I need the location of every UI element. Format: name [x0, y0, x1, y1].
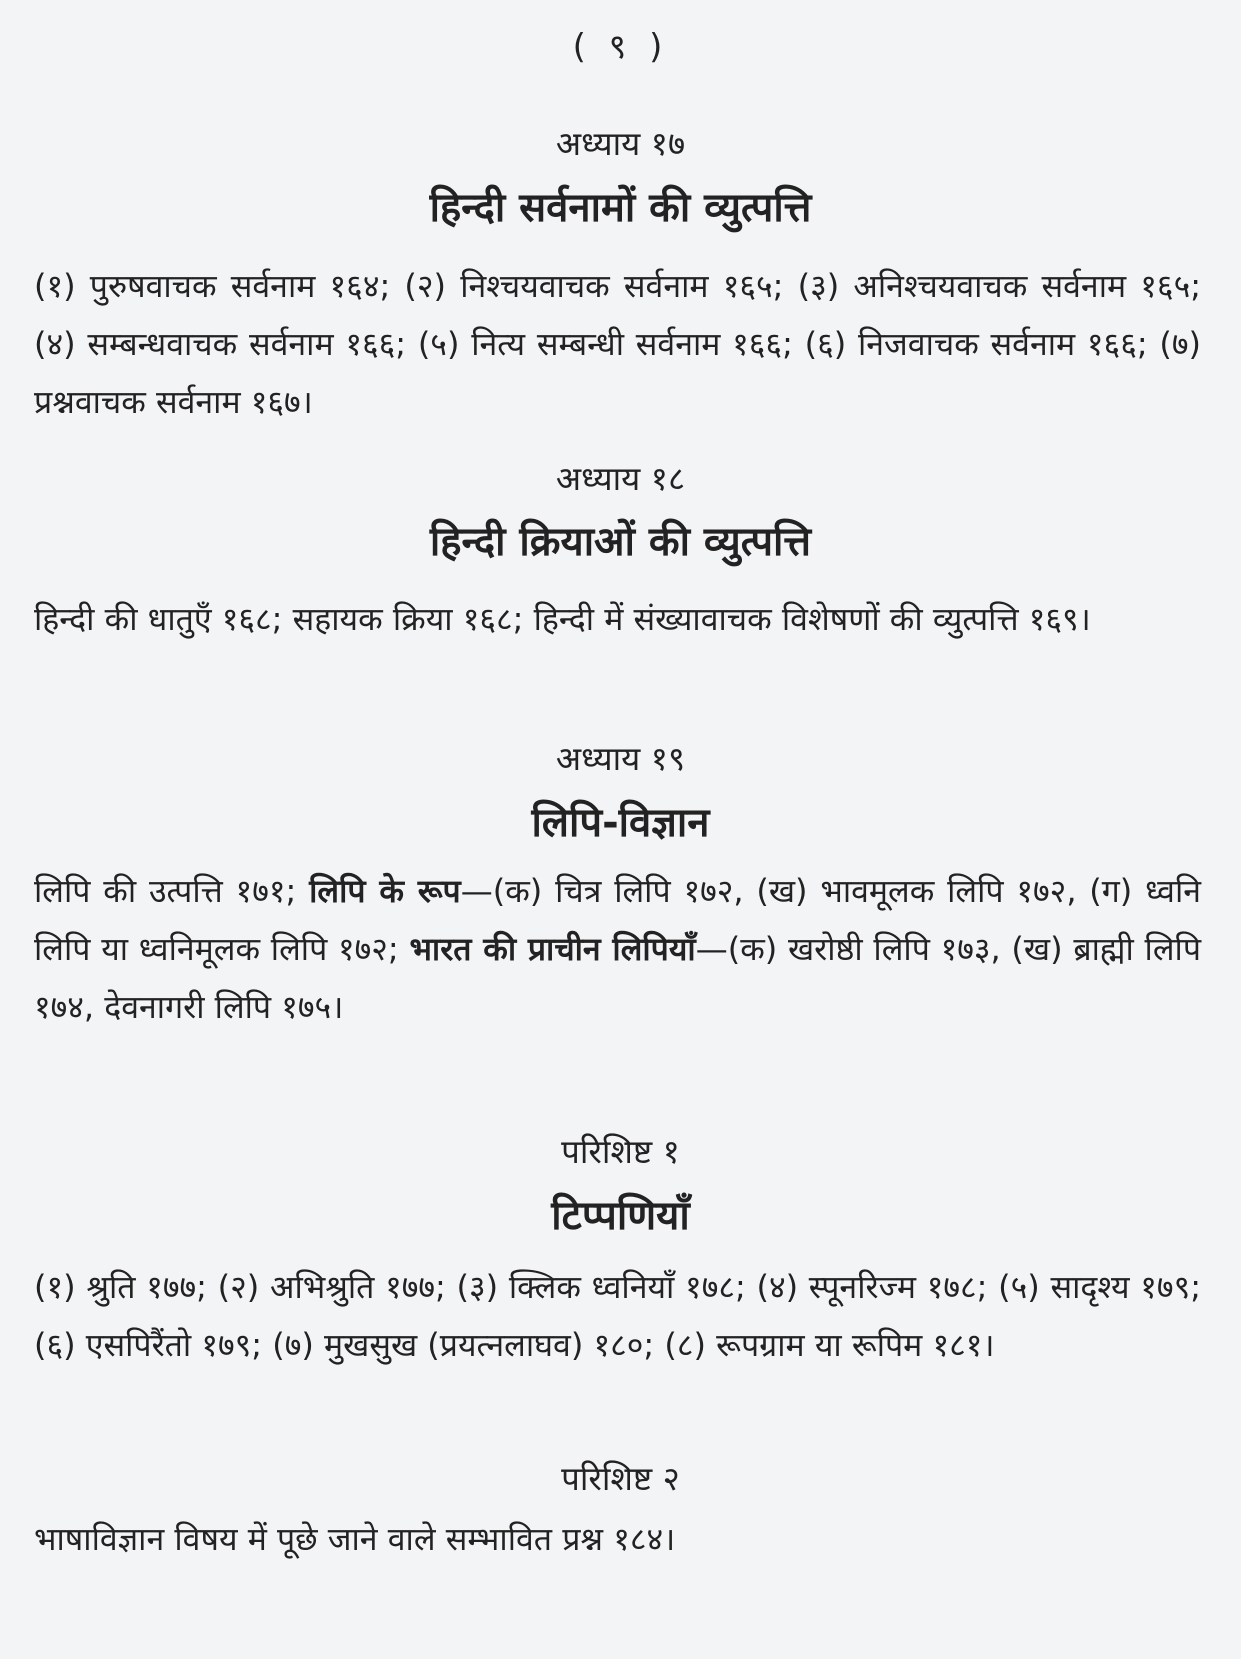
- appendix-2-contents: भाषाविज्ञान विषय में पूछे जाने वाले सम्भावित प्रश्न १८४।: [34, 1520, 676, 1558]
- chapter-18-title: हिन्दी क्रियाओं की व्युत्पत्ति: [429, 519, 812, 565]
- chapter-19-label: अध्याय १९: [555, 739, 686, 778]
- chapter-19-text-2: —(क) चित्र लिपि १७२, (ख) भावमूलक लिपि १७२, (ग) ध्वनि लिपि या ध्वनिमूलक लिपि १७२;: [34, 872, 1201, 968]
- chapter-19-bold-ancient-scripts: भारत की प्राचीन लिपियाँ: [409, 930, 696, 968]
- chapter-19-text-3: —(क) खरोष्ठी लिपि १७३, (ख) ब्राह्मी लिपि १७४, देवनागरी लिपि १७५।: [34, 930, 1201, 1026]
- appendix-1-title: टिप्पणियाँ: [551, 1193, 690, 1239]
- chapter-17-title: हिन्दी सर्वनामों की व्युत्पत्ति: [429, 185, 812, 231]
- chapter-18-contents: हिन्दी की धातुएँ १६८; सहायक क्रिया १६८; हिन्दी में संख्यावाचक विशेषणों की व्युत्पत्ति १६९।: [34, 600, 1091, 638]
- chapter-19-title: लिपि-विज्ञान: [531, 800, 710, 846]
- appendix-1-label: परिशिष्ट १: [561, 1132, 680, 1171]
- chapter-19-bold-forms: लिपि के रूप: [309, 872, 461, 910]
- chapter-18-label: अध्याय १८: [555, 459, 686, 498]
- chapter-19-text-1: लिपि की उत्पत्ति १७१;: [34, 872, 310, 910]
- appendix-1-contents: (१) श्रुति १७७; (२) अभिश्रुति १७७; (३) क्लिक ध्वनियाँ १७८; (४) स्पूनरिज्म १७८; (५) सादृश्य १७९; (६) एसपिरैंतो १७९; (७) मुखसुख (प्रयत्नलाघव) १८०; (८) रूपग्राम या रूपिम १८१।: [34, 1268, 1201, 1364]
- chapter-19-contents: [34, 862, 1201, 1036]
- appendix-2-label: परिशिष्ट २: [561, 1459, 680, 1498]
- chapter-17-contents: (१) पुरुषवाचक सर्वनाम १६४; (२) निश्चयवाचक सर्वनाम १६५; (३) अनिश्चयवाचक सर्वनाम १६५; (४) सम्बन्धवाचक सर्वनाम १६६; (५) नित्य सम्बन्धी सर्वनाम १६६; (६) निजवाचक सर्वनाम १६६; (७) प्रश्नवाचक सर्वनाम १६७।: [34, 267, 1201, 421]
- chapter-17-label: अध्याय १७: [555, 124, 686, 163]
- page-number: ( ९ ): [572, 27, 669, 67]
